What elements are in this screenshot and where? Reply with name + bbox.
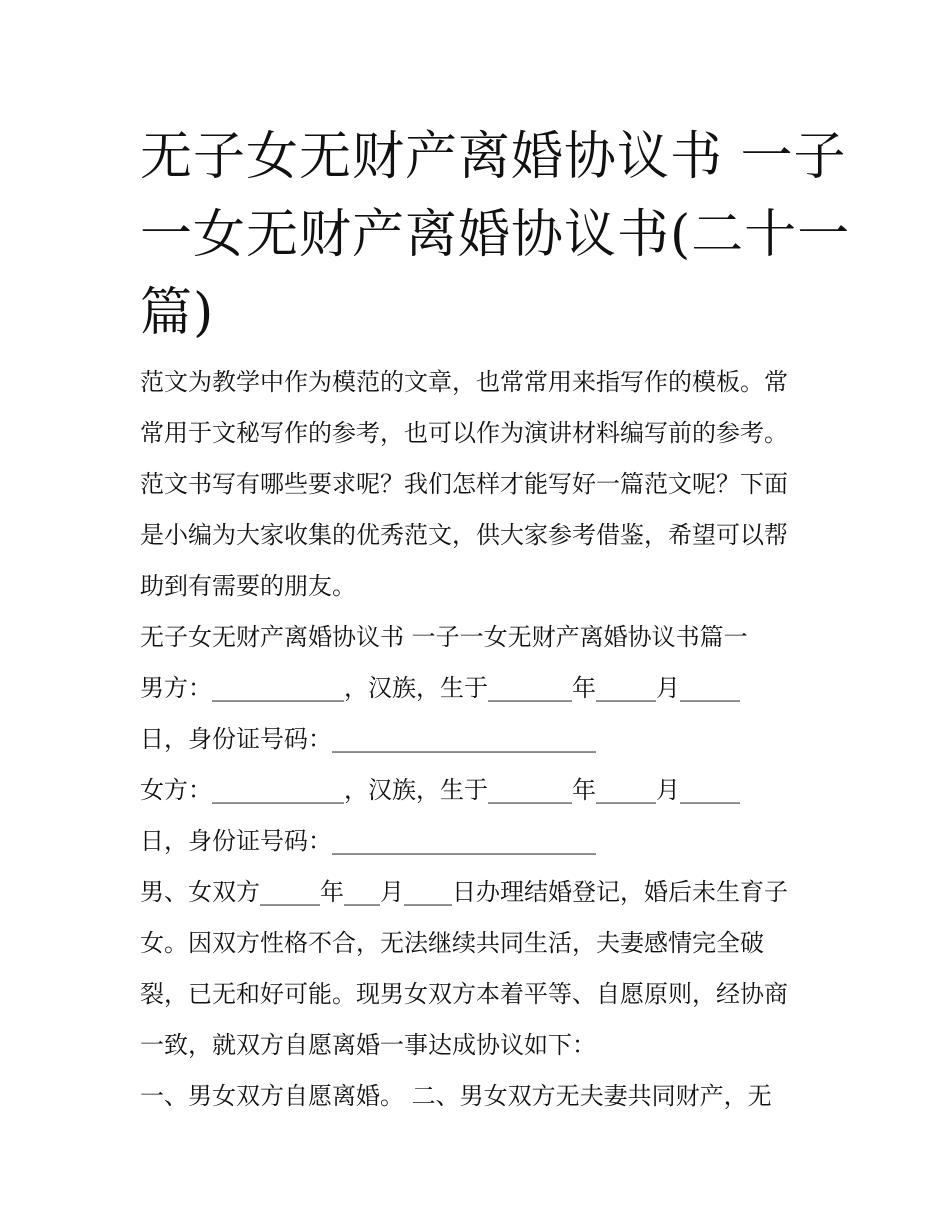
body-line: 一、男女双方自愿离婚。 二、男女双方无夫妻共同财产，无: [140, 1082, 772, 1110]
body-line: 常用于文秘写作的参考，也可以作为演讲材料编写前的参考。: [140, 419, 788, 447]
document-page: [140, 118, 851, 352]
body-line: 范文书写有哪些要求呢？我们怎样才能写好一篇范文呢？下面: [140, 470, 788, 498]
body-line: 男、女双方_____年___月____日办理结婚登记，婚后未生育子: [140, 878, 788, 906]
document-title: [140, 118, 851, 352]
body-line: 一致，就双方自愿离婚一事达成协议如下：: [140, 1031, 596, 1059]
body-line: 女。因双方性格不合，无法继续共同生活，夫妻感情完全破: [140, 929, 764, 957]
title-line: 一女无财产离婚协议书(二十一: [140, 205, 851, 265]
wife-id-line: 日，身份证号码：______________________: [140, 827, 596, 855]
body-line: 裂，已无和好可能。现男女双方本着平等、自愿原则，经协商: [140, 980, 788, 1008]
title-line: 篇): [140, 283, 215, 343]
section-heading: 无子女无财产离婚协议书 一子一女无财产离婚协议书篇一: [140, 623, 748, 651]
husband-info-line: 男方：___________，汉族，生于_______年_____月_____: [140, 674, 740, 702]
husband-id-line: 日，身份证号码：______________________: [140, 725, 596, 753]
body-line: 范文为教学中作为模范的文章，也常常用来指写作的模板。常: [140, 368, 788, 396]
body-line: 助到有需要的朋友。: [140, 572, 356, 600]
title-line: 无子女无财产离婚协议书 一子: [140, 127, 847, 187]
document-body: [140, 357, 820, 1122]
wife-info-line: 女方：___________，汉族，生于_______年_____月_____: [140, 776, 740, 804]
body-line: 是小编为大家收集的优秀范文，供大家参考借鉴，希望可以帮: [140, 521, 788, 549]
